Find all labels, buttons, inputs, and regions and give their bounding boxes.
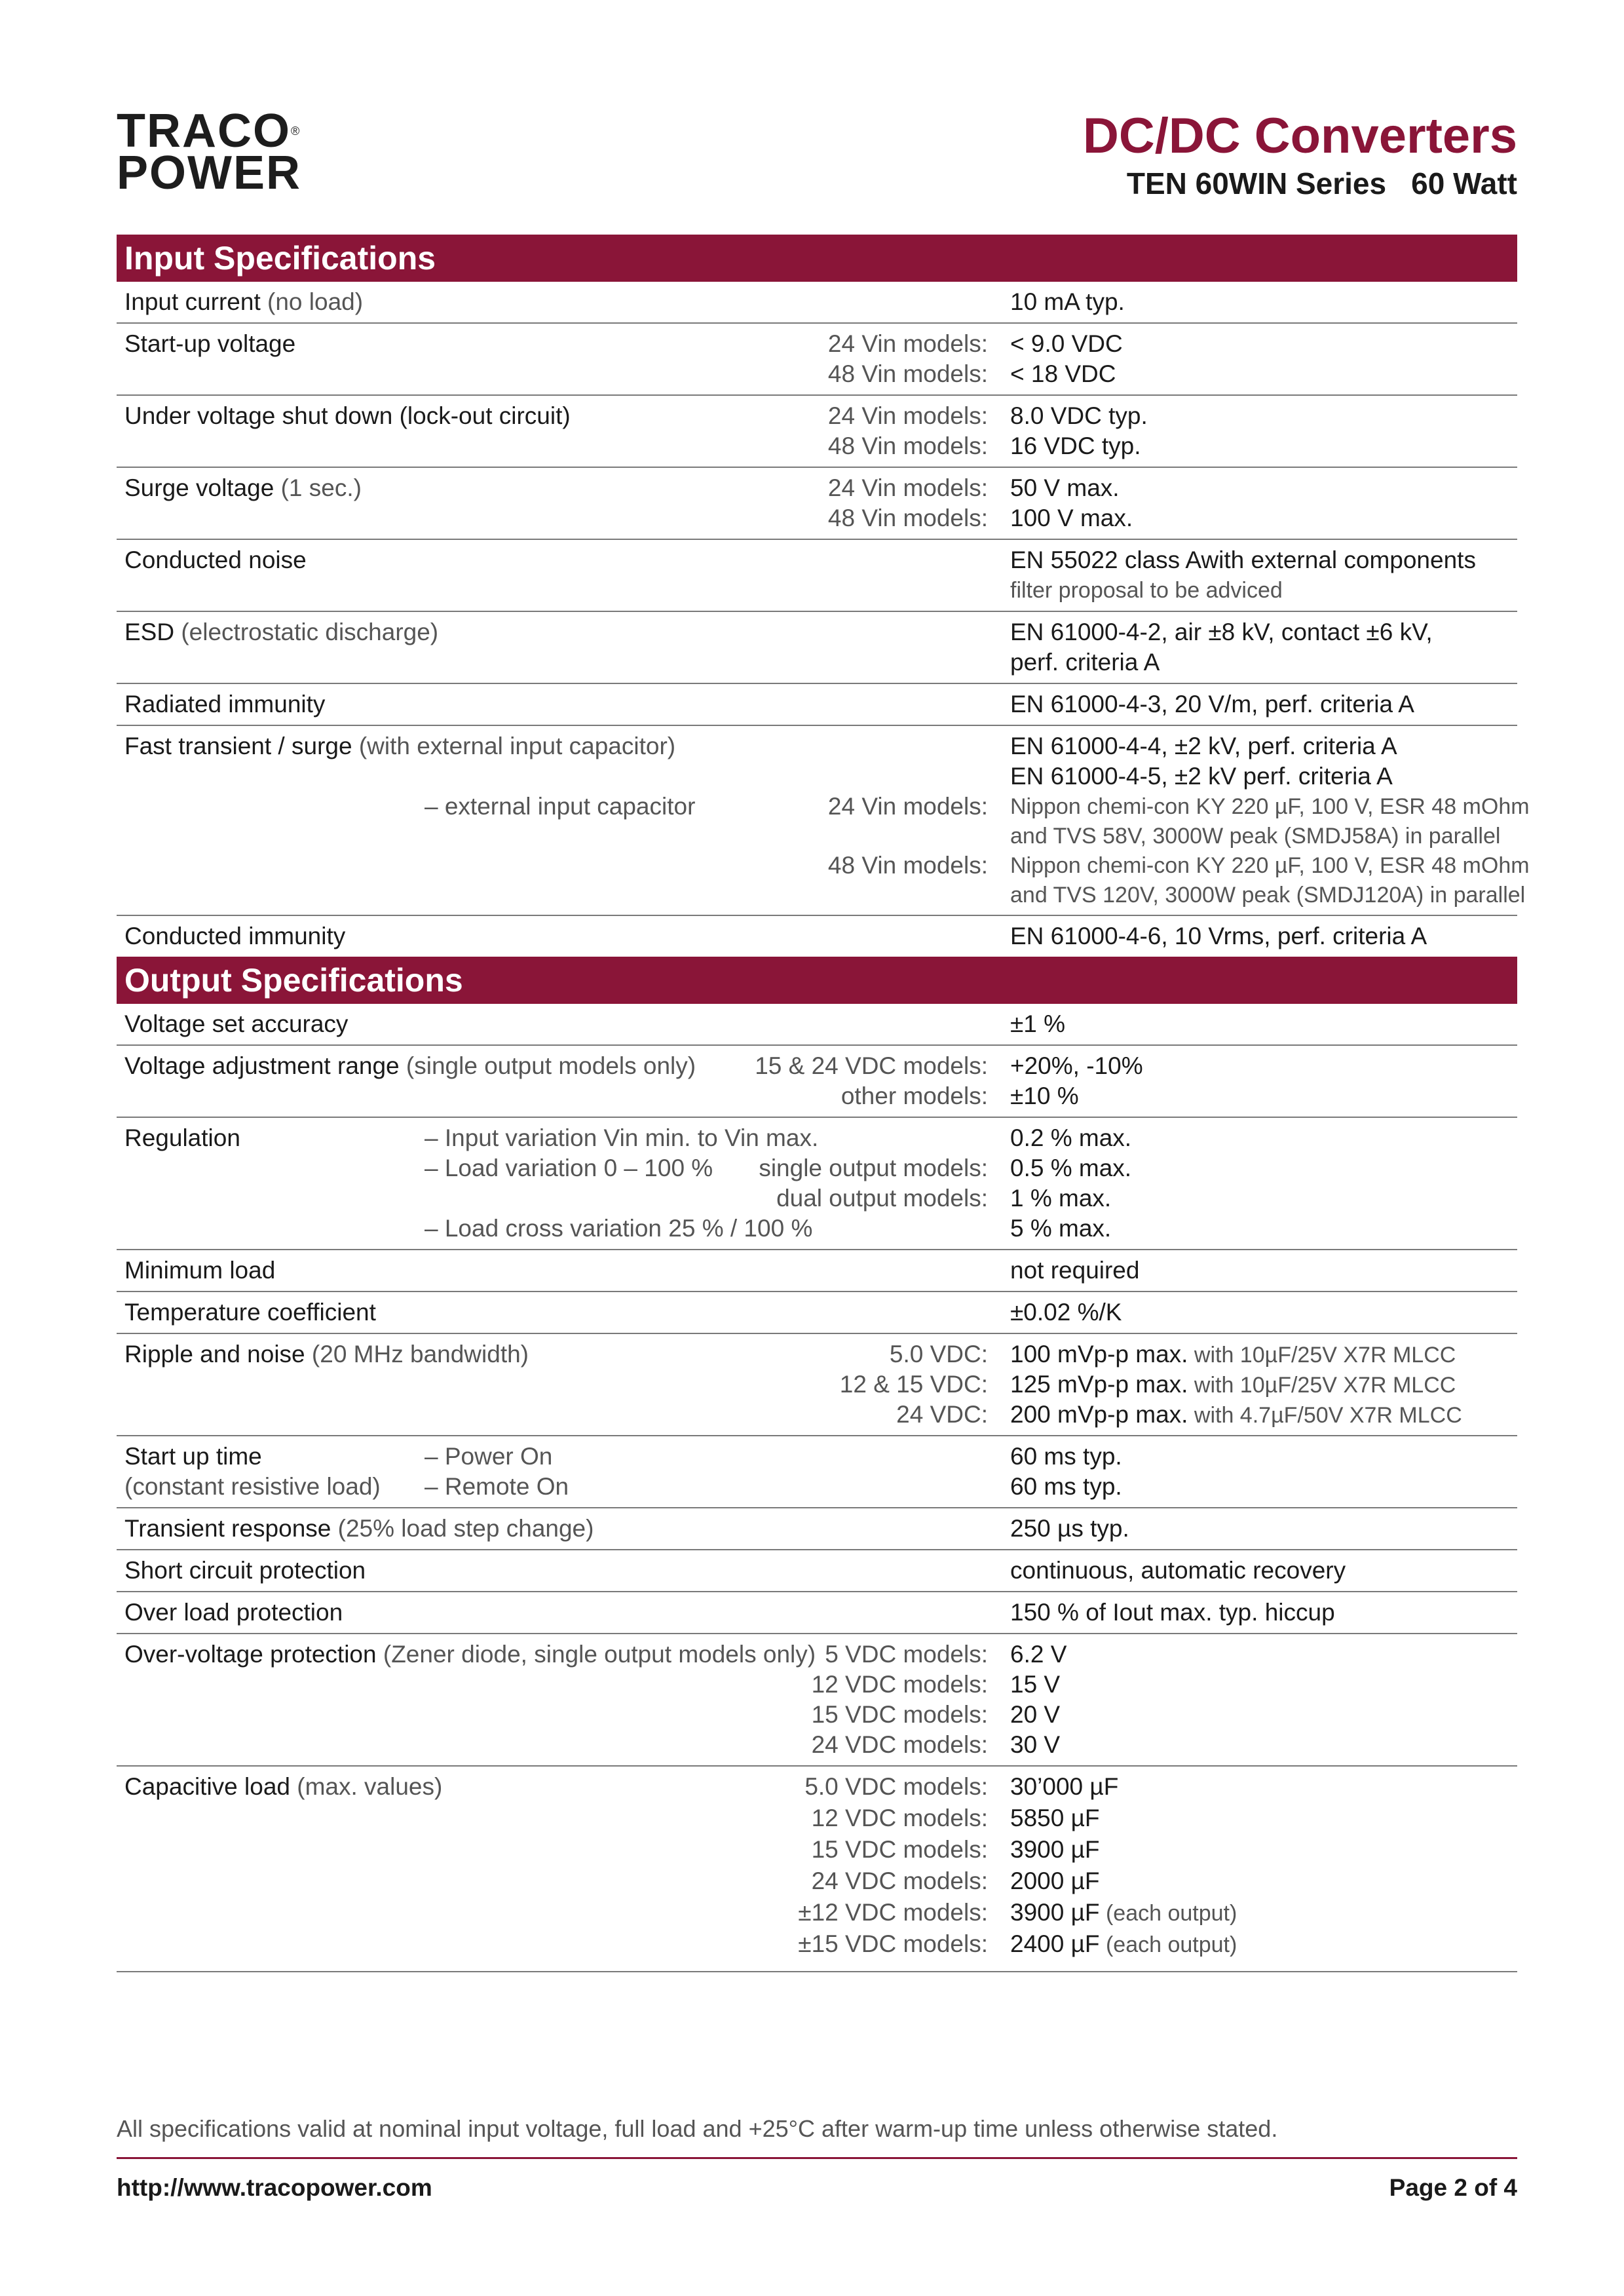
spec-value-note: and TVS 120V, 3000W peak (SMDJ120A) in parallel (1010, 883, 1526, 908)
spec-row-capacitive-load (117, 1767, 1517, 1972)
spec-sublabel: – Remote On (425, 1473, 569, 1500)
spec-condition: 24 Vin models: (827, 474, 988, 501)
spec-condition: 48 Vin models: (827, 505, 988, 531)
spec-condition: ±12 VDC models: (798, 1899, 988, 1926)
spec-value: 20 V (1010, 1701, 1061, 1728)
spec-row-regulation (117, 1118, 1517, 1250)
spec-value: EN 61000-4-2, air ±8 kV, contact ±6 kV, (1010, 619, 1433, 645)
spec-value: 5850 µF (1010, 1805, 1100, 1831)
spec-value-note: Nippon chemi-con KY 220 µF, 100 V, ESR 48 mOhm (1010, 853, 1530, 878)
spec-value: 3900 µF (1010, 1899, 1100, 1926)
spec-condition: 24 VDC models: (811, 1867, 988, 1894)
spec-value: ±10 % (1010, 1082, 1079, 1109)
spec-label: Fast transient / surge (124, 733, 352, 759)
spec-label: Over load protection (124, 1599, 343, 1626)
spec-value-note: (each output) (1099, 1901, 1237, 1926)
spec-condition: 12 VDC models: (811, 1671, 988, 1698)
spec-value-note: Nippon chemi-con KY 220 µF, 100 V, ESR 48 mOhm (1010, 794, 1530, 819)
spec-condition: single output models: (759, 1155, 988, 1181)
spec-value: 2000 µF (1010, 1867, 1100, 1894)
spec-value: 6.2 V (1010, 1641, 1067, 1668)
spec-label: Voltage set accuracy (124, 1010, 349, 1037)
spec-note: (single output models only) (399, 1052, 696, 1079)
spec-value-note: with 10µF/25V X7R MLCC (1188, 1373, 1456, 1398)
spec-table (117, 235, 1530, 1972)
spec-row-over-load (117, 1592, 1517, 1634)
spec-value: EN 61000-4-4, ±2 kV, perf. criteria A (1010, 733, 1397, 759)
spec-value: EN 55022 class Awith external components (1010, 546, 1476, 573)
spec-row-transient-response (117, 1508, 1517, 1550)
spec-value: EN 61000-4-5, ±2 kV perf. criteria A (1010, 763, 1393, 790)
spec-condition: dual output models: (776, 1185, 988, 1212)
spec-label: Capacitive load (124, 1773, 290, 1800)
spec-sublabel: – external input capacitor (425, 793, 696, 820)
spec-note: (with external input capacitor) (352, 733, 676, 759)
spec-value: 30 V (1010, 1731, 1061, 1758)
spec-value: ±0.02 %/K (1010, 1299, 1122, 1326)
spec-value: 50 V max. (1010, 474, 1120, 501)
spec-condition: 15 VDC models: (811, 1836, 988, 1863)
series-line (1083, 164, 1517, 203)
spec-value: +20%, -10% (1010, 1052, 1143, 1079)
spec-value: 2400 µF (1010, 1930, 1100, 1957)
spec-row-minimum-load (117, 1250, 1517, 1292)
spec-condition: other models: (840, 1082, 988, 1109)
spec-row-short-circuit (117, 1550, 1517, 1592)
spec-label: Short circuit protection (124, 1557, 366, 1584)
spec-value: 3900 µF (1010, 1836, 1100, 1863)
spec-value: 100 V max. (1010, 505, 1133, 531)
spec-label: Ripple and noise (124, 1341, 305, 1368)
logo-line-1: TRACO (117, 105, 291, 157)
spec-value: 150 % of Iout max. typ. hiccup (1010, 1599, 1335, 1626)
spec-label: Start up time (124, 1443, 262, 1470)
spec-label: Minimum load (124, 1257, 276, 1284)
wattage: 60 Watt (1411, 166, 1517, 201)
spec-value: 200 mVp-p max. (1010, 1401, 1188, 1428)
spec-label: Temperature coefficient (124, 1299, 376, 1326)
spec-condition: 15 & 24 VDC models: (755, 1052, 988, 1079)
spec-value: 10 mA typ. (1010, 288, 1125, 315)
spec-note: (max. values) (290, 1773, 443, 1800)
spec-value: 1 % max. (1010, 1185, 1112, 1212)
spec-condition: 12 & 15 VDC: (839, 1371, 988, 1398)
spec-value: 0.2 % max. (1010, 1124, 1132, 1151)
spec-row-input-current (117, 282, 1517, 324)
spec-value-note: and TVS 58V, 3000W peak (SMDJ58A) in parallel (1010, 824, 1501, 849)
page-number: Page 2 of 4 (1389, 2174, 1517, 2201)
spec-row-undervoltage (117, 396, 1517, 468)
spec-value: < 9.0 VDC (1010, 330, 1123, 357)
spec-label: Input current (124, 288, 261, 315)
spec-row-fast-transient (117, 726, 1530, 916)
spec-label: Conducted noise (124, 546, 307, 573)
spec-row-conducted-immunity (117, 916, 1517, 957)
spec-label: Voltage adjustment range (124, 1052, 400, 1079)
spec-note: (1 sec.) (274, 474, 362, 501)
spec-row-radiated-immunity (117, 684, 1517, 726)
logo-registered-mark: ® (290, 124, 300, 138)
section-header-output: Output Specifications (117, 957, 1517, 1004)
website-link[interactable]: http://www.tracopower.com (117, 2174, 432, 2201)
spec-sublabel: – Load cross variation 25 % / 100 % (425, 1215, 813, 1242)
spec-value: 15 V (1010, 1671, 1061, 1698)
spec-sublabel: – Load variation 0 – 100 % (425, 1155, 713, 1181)
spec-condition: 24 Vin models: (827, 330, 988, 357)
spec-value: perf. criteria A (1010, 649, 1160, 676)
spec-label: Over-voltage protection (124, 1641, 377, 1668)
spec-value-note: with 4.7µF/50V X7R MLCC (1188, 1403, 1462, 1428)
spec-value: ±1 % (1010, 1010, 1066, 1037)
spec-condition: 24 VDC: (896, 1401, 988, 1428)
spec-row-voltage-adjustment (117, 1046, 1517, 1118)
spec-value: EN 61000-4-6, 10 Vrms, perf. criteria A (1010, 923, 1427, 949)
spec-condition: 24 Vin models: (827, 793, 988, 820)
section-header-input: Input Specifications (117, 235, 1517, 282)
spec-condition: 48 Vin models: (827, 432, 988, 459)
spec-value: 5 % max. (1010, 1215, 1112, 1242)
spec-label-secondary: (constant resistive load) (124, 1473, 381, 1500)
footer-divider (117, 2157, 1517, 2159)
spec-value: EN 61000-4-3, 20 V/m, perf. criteria A (1010, 691, 1414, 718)
spec-row-esd (117, 612, 1517, 684)
spec-value: 60 ms typ. (1010, 1443, 1122, 1470)
spec-value: 30’000 µF (1010, 1773, 1119, 1800)
spec-value: < 18 VDC (1010, 360, 1116, 387)
spec-label: Transient response (124, 1515, 331, 1542)
tracopower-logo (117, 105, 352, 199)
spec-condition: 24 VDC models: (811, 1731, 988, 1758)
logo-line-2: POWER (117, 147, 302, 199)
spec-condition: 5 VDC models: (825, 1641, 988, 1668)
series-name: TEN 60WIN Series (1126, 166, 1387, 201)
spec-row-over-voltage (117, 1634, 1517, 1767)
spec-sublabel: – Input variation Vin min. to Vin max. (425, 1124, 819, 1151)
spec-condition: ±15 VDC models: (798, 1930, 988, 1957)
spec-row-voltage-accuracy (117, 1004, 1517, 1046)
spec-label: ESD (124, 619, 175, 645)
spec-value-note: (each output) (1099, 1932, 1237, 1957)
spec-note: (Zener diode, single output models only) (376, 1641, 816, 1668)
spec-label: Under voltage shut down (lock-out circuit) (124, 402, 571, 429)
spec-condition: 12 VDC models: (811, 1805, 988, 1831)
spec-note: (no load) (260, 288, 364, 315)
spec-value: continuous, automatic recovery (1010, 1557, 1346, 1584)
spec-condition: 15 VDC models: (811, 1701, 988, 1728)
spec-condition: 5.0 VDC models: (804, 1773, 988, 1800)
spec-row-startup-time (117, 1436, 1517, 1508)
spec-value-note: filter proposal to be adviced (1010, 578, 1283, 603)
spec-condition: 48 Vin models: (827, 360, 988, 387)
spec-value-note: with 10µF/25V X7R MLCC (1188, 1343, 1456, 1368)
spec-row-conducted-noise (117, 540, 1517, 612)
spec-condition: 24 Vin models: (827, 402, 988, 429)
spec-label: Regulation (124, 1124, 240, 1151)
spec-value: 125 mVp-p max. (1010, 1371, 1188, 1398)
spec-value: 60 ms typ. (1010, 1473, 1122, 1500)
spec-value: not required (1010, 1257, 1140, 1284)
spec-value: 0.5 % max. (1010, 1155, 1132, 1181)
spec-row-temperature-coefficient (117, 1292, 1517, 1334)
footnote: All specifications valid at nominal input voltage, full load and +25°C after warm-up time unless otherwise stated. (117, 2115, 1278, 2142)
spec-label: Radiated immunity (124, 691, 326, 718)
spec-row-startup-voltage (117, 324, 1517, 396)
document-title: DC/DC Converters (1082, 108, 1517, 164)
spec-label: Surge voltage (124, 474, 274, 501)
spec-note: (electrostatic discharge) (174, 619, 439, 645)
spec-value: 8.0 VDC typ. (1010, 402, 1148, 429)
spec-note: (25% load step change) (331, 1515, 594, 1542)
spec-condition: 48 Vin models: (827, 852, 988, 879)
spec-value: 100 mVp-p max. (1010, 1341, 1188, 1368)
spec-label: Start-up voltage (124, 330, 296, 357)
spec-value: 250 µs typ. (1010, 1515, 1129, 1542)
spec-condition: 5.0 VDC: (889, 1341, 988, 1368)
spec-row-surge-voltage (117, 468, 1517, 540)
spec-note: (20 MHz bandwidth) (305, 1341, 529, 1368)
spec-row-ripple-noise (117, 1334, 1517, 1436)
document-header (1083, 109, 1517, 203)
spec-value: 16 VDC typ. (1010, 432, 1141, 459)
spec-sublabel: – Power On (425, 1443, 553, 1470)
spec-label: Conducted immunity (124, 923, 346, 949)
